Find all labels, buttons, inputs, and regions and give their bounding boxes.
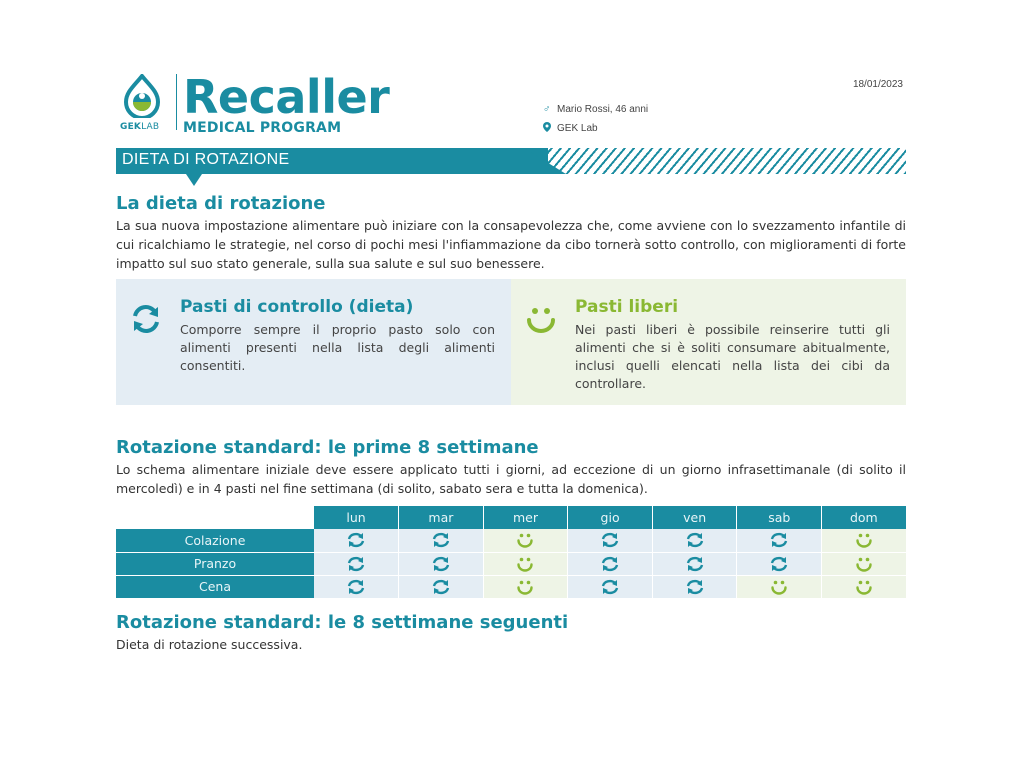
rotation-arrows-icon — [737, 532, 821, 548]
rotation-arrows-icon — [568, 532, 652, 548]
control-meal-cell — [652, 552, 737, 575]
rotation-arrows-icon — [568, 579, 652, 595]
day-header: sab — [737, 506, 822, 529]
control-meal-cell — [399, 552, 484, 575]
section-banner-title: DIETA DI ROTAZIONE — [122, 151, 290, 168]
banner-stripes — [526, 148, 906, 174]
meal-label: Cena — [116, 575, 314, 598]
free-meal-cell — [822, 575, 907, 598]
control-meals-title: Pasti di controllo (dieta) — [180, 297, 414, 317]
table-row — [116, 575, 906, 598]
patient-location: GEK Lab — [557, 123, 598, 134]
rotation-arrows-icon — [399, 532, 483, 548]
meal-types — [116, 279, 906, 405]
free-meal-cell — [737, 575, 822, 598]
smiley-icon — [822, 556, 906, 572]
rotation-arrows-icon — [130, 303, 162, 340]
free-meals-box — [511, 279, 906, 405]
day-header: lun — [314, 506, 399, 529]
control-meal-cell — [568, 529, 653, 552]
rotation-arrows-icon — [314, 579, 398, 595]
free-meal-cell — [822, 529, 907, 552]
smiley-icon — [484, 556, 568, 572]
control-meals-box — [116, 279, 511, 405]
intro-paragraph: La sua nuova impostazione alimentare può iniziare con la consapevolezza che, come avviene con lo svezzamento infantile di cui ricalchiamo le strategie, nel corso di pochi mesi l'infiammazione da cibo tornerà sotto controllo, con miglioramenti di forte impatto sul suo stato generale, sulla sua salute e sul suo benessere. — [116, 218, 906, 271]
day-header: mer — [483, 506, 568, 529]
report-date: 18/01/2023 — [852, 79, 903, 90]
male-icon: ♂ — [543, 104, 551, 115]
rotation1-paragraph: Lo schema alimentare iniziale deve essere applicato tutti i giorni, ad eccezione di un giorno infrasettimanale (di solito il mercoledì) e in 4 pasti nel fine settimana (di solito, sabato sera e tutta la domenica). — [116, 462, 906, 496]
rotation-arrows-icon — [737, 556, 821, 572]
rotation-arrows-icon — [653, 556, 737, 572]
rotation2-paragraph: Dieta di rotazione successiva. — [116, 637, 303, 652]
section-banner — [116, 148, 906, 174]
rotation-arrows-icon — [314, 556, 398, 572]
rotation-arrows-icon — [653, 579, 737, 595]
table-row — [116, 529, 906, 552]
control-meals-text: Comporre sempre il proprio pasto solo con alimenti presenti nella lista degli alimenti consentiti. — [180, 322, 495, 373]
smiley-icon — [737, 579, 821, 595]
day-header: dom — [822, 506, 907, 529]
control-meal-cell — [314, 575, 399, 598]
control-meal-cell — [399, 529, 484, 552]
rotation-arrows-icon — [653, 532, 737, 548]
app-title: Recaller — [183, 70, 390, 124]
day-header: ven — [652, 506, 737, 529]
free-meals-title: Pasti liberi — [575, 297, 679, 317]
free-meal-cell — [483, 529, 568, 552]
rotation1-heading: Rotazione standard: le prime 8 settimane — [116, 437, 539, 458]
intro-heading: La dieta di rotazione — [116, 193, 326, 214]
rotation-schedule-table — [116, 506, 907, 599]
day-header: mar — [399, 506, 484, 529]
rotation-arrows-icon — [314, 532, 398, 548]
control-meal-cell — [652, 575, 737, 598]
logo-brand-text: GEKLAB — [120, 122, 160, 132]
patient-name: Mario Rossi, 46 anni — [557, 104, 649, 115]
app-subtitle: MEDICAL PROGRAM — [183, 120, 342, 136]
free-meals-text: Nei pasti liberi è possibile reinserire tutti gli alimenti che si è soliti consumare abitualmente, inclusi quelli elencati nella lista dei cibi da controllare. — [575, 322, 890, 391]
smiley-icon — [822, 532, 906, 548]
smiley-icon — [484, 579, 568, 595]
rotation-arrows-icon — [399, 556, 483, 572]
map-pin-icon — [543, 122, 557, 135]
smiley-icon — [525, 303, 557, 340]
day-header: gio — [568, 506, 653, 529]
control-meal-cell — [314, 552, 399, 575]
control-meal-cell — [568, 552, 653, 575]
table-row — [116, 552, 906, 575]
free-meal-cell — [483, 575, 568, 598]
rotation2-heading: Rotazione standard: le 8 settimane seguenti — [116, 612, 569, 633]
meal-label: Colazione — [116, 529, 314, 552]
control-meal-cell — [652, 529, 737, 552]
control-meal-cell — [399, 575, 484, 598]
patient-info — [543, 100, 648, 138]
smiley-icon — [822, 579, 906, 595]
meal-label: Pranzo — [116, 552, 314, 575]
logo — [120, 70, 390, 136]
control-meal-cell — [314, 529, 399, 552]
table-header-row — [116, 506, 906, 529]
rotation-arrows-icon — [399, 579, 483, 595]
drop-logo-icon — [122, 74, 162, 118]
rotation-arrows-icon — [568, 556, 652, 572]
control-meal-cell — [568, 575, 653, 598]
logo-mark — [120, 74, 166, 132]
free-meal-cell — [483, 552, 568, 575]
control-meal-cell — [737, 529, 822, 552]
control-meal-cell — [737, 552, 822, 575]
smiley-icon — [484, 532, 568, 548]
logo-divider — [176, 74, 177, 130]
free-meal-cell — [822, 552, 907, 575]
